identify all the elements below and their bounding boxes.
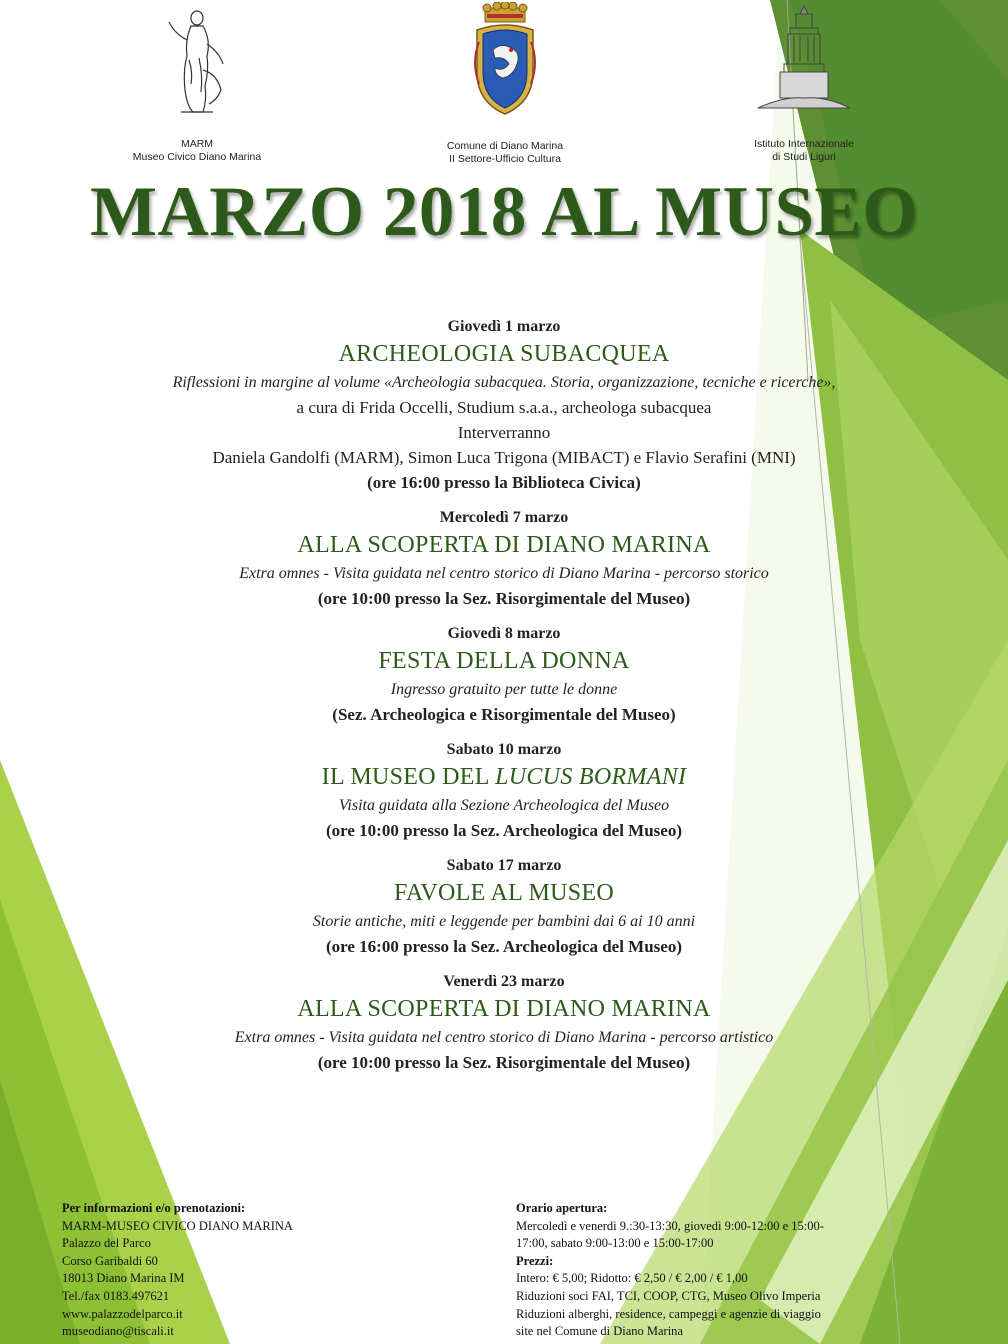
- event-place: (ore 10:00 presso la Sez. Risorgimentale del Museo): [317, 589, 691, 608]
- event-speakers: Daniela Gandolfi (MARM), Simon Luca Trigona (MIBACT) e Flavio Serafini (MNI): [212, 448, 796, 467]
- event-title: ARCHEOLOGIA SUBACQUEA: [338, 341, 670, 367]
- hours-line: 17:00, sabato 9:00-13:00 e 15:00-17:00: [516, 1236, 714, 1251]
- hours-line: Mercoledì e venerdì 9.:30-13:30, giovedì 9:00-12:00 e 15:00-: [516, 1218, 824, 1233]
- istituto-logo-line2: di Studi Liguri: [772, 151, 836, 163]
- marm-logo-line2: Museo Civico Diano Marina: [132, 151, 262, 163]
- marm-logo-line1: MARM: [180, 138, 214, 150]
- contact-line: Corso Garibaldi 60: [62, 1253, 158, 1268]
- event-place: (ore 16:00 presso la Sez. Archeologica del Museo): [325, 937, 682, 956]
- prices-heading: Prezzi:: [516, 1253, 554, 1268]
- contact-website: www.palazzodelparco.it: [62, 1306, 183, 1321]
- event-6: [0, 971, 1008, 1075]
- footer-hours-prices: [516, 1200, 876, 1341]
- event-curator: a cura di Frida Occelli, Studium s.a.a., archeologa subacquea: [296, 398, 712, 417]
- comune-logo: [425, 0, 585, 166]
- hours-heading: Orario apertura:: [516, 1201, 608, 1215]
- event-date: Venerdì 23 marzo: [443, 973, 565, 990]
- event-place: (Sez. Archeologica e Risorgimentale del Museo): [332, 705, 676, 724]
- comune-logo-line1: Comune di Diano Marina: [446, 140, 564, 152]
- coat-of-arms-icon: [465, 2, 545, 120]
- event-description: Storie antiche, miti e leggende per bambini dai 6 ai 10 anni: [312, 913, 696, 930]
- price-line: site nel Comune di Diano Marina: [516, 1324, 683, 1339]
- monument-icon: [754, 0, 854, 118]
- event-date: Mercoledì 7 marzo: [439, 509, 569, 526]
- event-title: ALLA SCOPERTA DI DIANO MARINA: [297, 996, 711, 1022]
- contact-line: Palazzo del Parco: [62, 1236, 151, 1251]
- event-description: Riflessioni in margine al volume «Archeologia subacquea. Storia, organizzazione, tecniche e ricerche»,: [172, 374, 836, 391]
- event-place: (ore 10:00 presso la Sez. Archeologica del Museo): [325, 821, 682, 840]
- marm-logo: [112, 0, 282, 164]
- main-title: MARZO 2018 AL MUSEO: [89, 173, 919, 251]
- event-4: [0, 739, 1008, 843]
- event-speakers-label: Interverranno: [457, 423, 551, 442]
- price-line: Riduzioni soci FAI, TCI, COOP, CTG, Museo Olivo Imperia: [516, 1288, 821, 1303]
- event-title: FESTA DELLA DONNA: [378, 648, 630, 674]
- istituto-logo-line1: Istituto Internazionale: [754, 138, 854, 150]
- contact-line: 18013 Diano Marina IM: [62, 1271, 185, 1286]
- event-description: Ingresso gratuito per tutte le donne: [390, 681, 618, 698]
- contact-line: MARM-MUSEO CIVICO DIANO MARINA: [62, 1218, 293, 1233]
- event-date: Sabato 10 marzo: [446, 741, 562, 758]
- footer-contacts: [62, 1200, 392, 1341]
- event-description: Extra omnes - Visita guidata nel centro storico di Diano Marina - percorso artistico: [234, 1029, 774, 1046]
- contacts-heading: Per informazioni e/o prenotazioni:: [62, 1201, 246, 1215]
- event-place: (ore 16:00 presso la Biblioteca Civica): [367, 473, 641, 492]
- istituto-logo: [722, 0, 886, 164]
- event-3: [0, 623, 1008, 727]
- event-title: [0, 761, 1008, 793]
- event-title: ALLA SCOPERTA DI DIANO MARINA: [297, 532, 711, 558]
- event-title-text: IL MUSEO DEL: [321, 764, 496, 790]
- price-line: Intero: € 5,00; Ridotto: € 2,50 / € 2,00 / € 1,00: [516, 1271, 748, 1286]
- events-list: [0, 316, 1008, 1087]
- price-line: Riduzioni alberghi, residence, campeggi e agenzie di viaggio: [516, 1306, 821, 1321]
- event-title: FAVOLE AL MUSEO: [393, 880, 615, 906]
- event-1: [0, 316, 1008, 495]
- event-description: Extra omnes - Visita guidata nel centro storico di Diano Marina - percorso storico: [239, 565, 769, 582]
- event-5: [0, 855, 1008, 959]
- comune-logo-line2: II Settore-Ufficio Cultura: [449, 153, 561, 165]
- event-date: Giovedì 1 marzo: [447, 318, 561, 335]
- contact-email: museodiano@tiscali.it: [62, 1324, 174, 1339]
- event-2: [0, 507, 1008, 611]
- event-date: Sabato 17 marzo: [446, 857, 562, 874]
- statue-icon: [157, 0, 237, 118]
- contact-phone: Tel./fax 0183.497621: [62, 1288, 170, 1303]
- event-description: Visita guidata alla Sezione Archeologica del Museo: [338, 797, 670, 814]
- event-title-italic: LUCUS BORMANI: [495, 764, 687, 790]
- event-place: (ore 10:00 presso la Sez. Risorgimentale del Museo): [317, 1053, 691, 1072]
- event-date: Giovedì 8 marzo: [447, 625, 561, 642]
